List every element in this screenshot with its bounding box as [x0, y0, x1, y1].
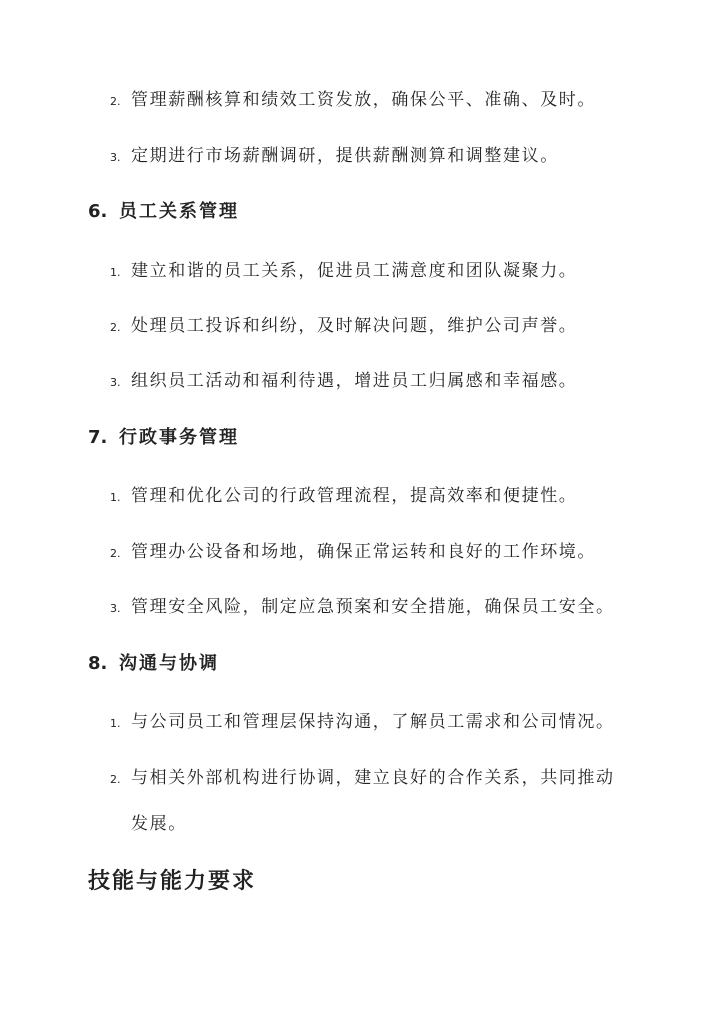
list-item — [110, 539, 596, 567]
list-number: 1. — [110, 717, 121, 730]
list-text: 与相关外部机构进行协调，建立良好的合作关系，共同推动 — [131, 768, 615, 788]
section-number: 7. — [88, 427, 108, 448]
list-number: 3. — [110, 151, 121, 164]
list-item — [110, 709, 615, 737]
list-text: 处理员工投诉和纠纷，及时解决问题，维护公司声誉。 — [131, 316, 578, 336]
list-item — [110, 765, 615, 793]
list-text: 管理办公设备和场地，确保正常运转和良好的工作环境。 — [131, 542, 596, 562]
list-item — [110, 87, 596, 115]
section-heading — [88, 650, 219, 678]
list-number: 2. — [110, 321, 121, 334]
list-text: 建立和谐的员工关系，促进员工满意度和团队凝聚力。 — [131, 261, 578, 281]
list-text: 管理和优化公司的行政管理流程，提高效率和便捷性。 — [131, 486, 578, 506]
section-number: 6. — [88, 201, 108, 222]
list-number: 1. — [110, 266, 121, 279]
list-text: 定期进行市场薪酬调研，提供薪酬测算和调整建议。 — [131, 146, 559, 166]
list-item — [110, 313, 577, 341]
page-heading: 技能与能力要求 — [88, 869, 257, 894]
list-number: 1. — [110, 491, 121, 504]
list-item-continuation: 发展。 — [131, 814, 187, 834]
section-number: 8. — [88, 653, 108, 674]
list-item — [110, 483, 577, 511]
list-number: 2. — [110, 547, 121, 560]
list-text: 管理安全风险，制定应急预案和安全措施，确保员工安全。 — [131, 597, 615, 617]
section-title: 员工关系管理 — [119, 201, 239, 222]
list-text: 管理薪酬核算和绩效工资发放，确保公平、准确、及时。 — [131, 90, 596, 110]
list-text: 与公司员工和管理层保持沟通，了解员工需求和公司情况。 — [131, 712, 615, 732]
list-item — [110, 143, 559, 171]
list-number: 2. — [110, 773, 121, 786]
list-item — [110, 258, 577, 286]
list-item — [110, 368, 577, 396]
list-item — [110, 594, 615, 622]
list-text: 组织员工活动和福利待遇，增进员工归属感和幸福感。 — [131, 371, 578, 391]
list-number: 2. — [110, 95, 121, 108]
section-title: 行政事务管理 — [119, 427, 239, 448]
section-heading — [88, 424, 239, 452]
list-number: 3. — [110, 602, 121, 615]
section-title: 沟通与协调 — [119, 653, 219, 674]
section-heading — [88, 198, 239, 226]
list-number: 3. — [110, 376, 121, 389]
